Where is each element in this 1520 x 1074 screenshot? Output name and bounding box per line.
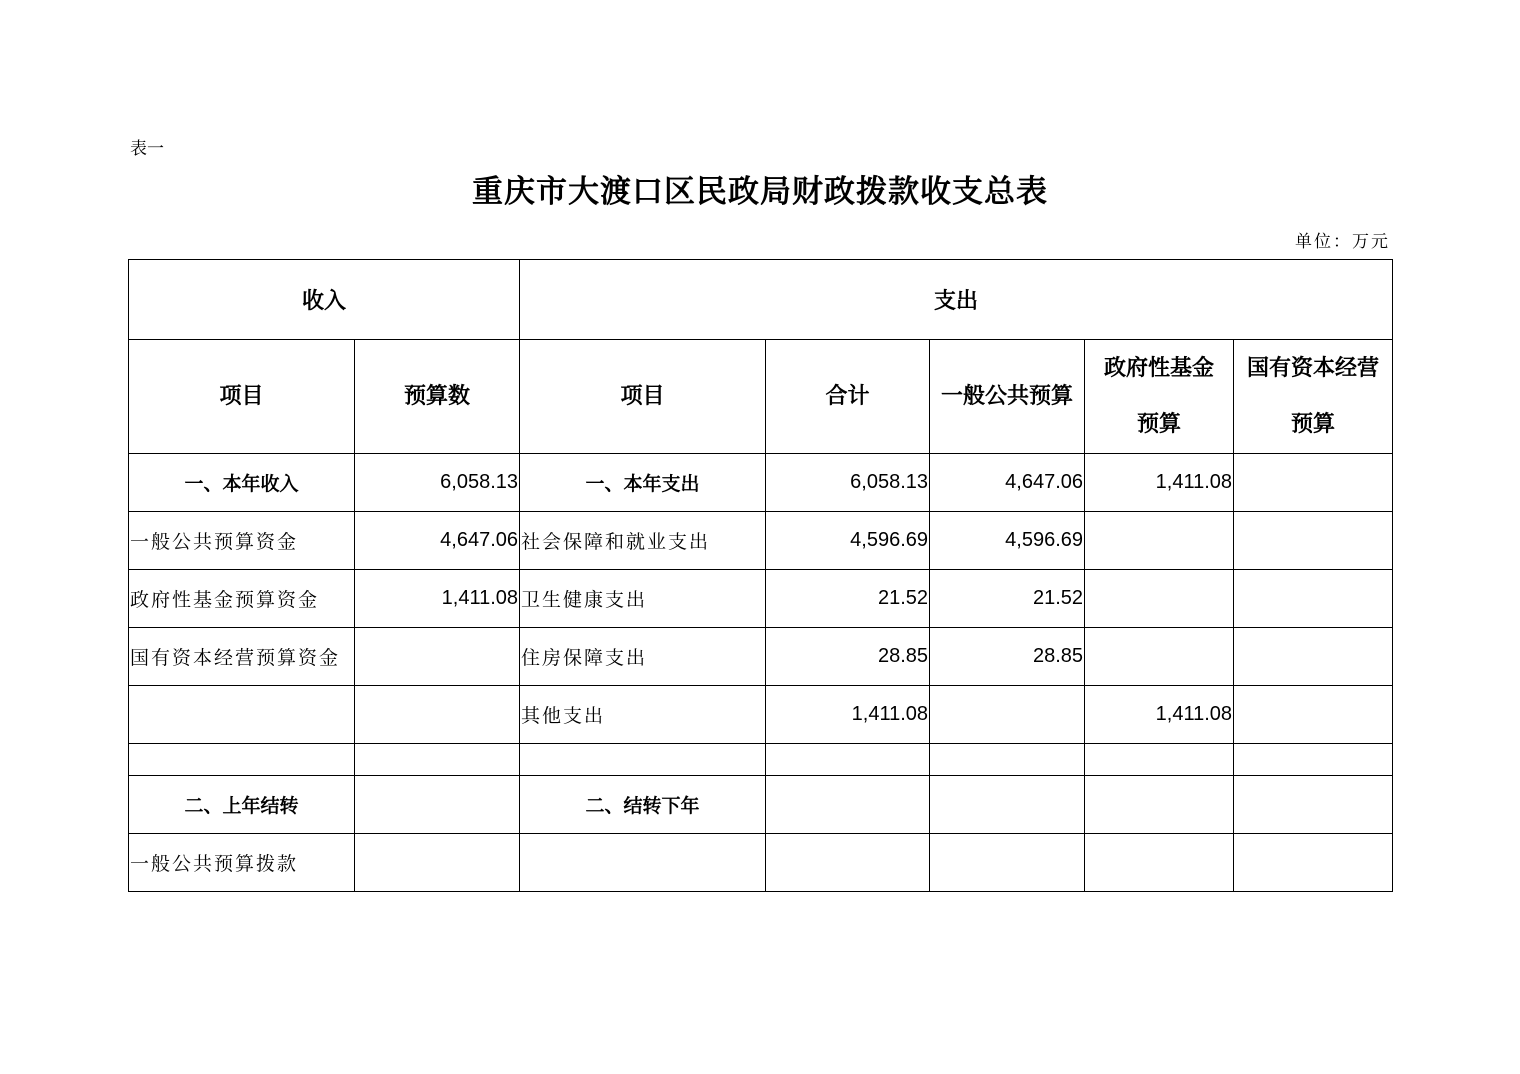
fund-cell	[1085, 628, 1234, 686]
state-capital-header-line2: 预算	[1291, 411, 1336, 437]
expense-item-cell: 社会保障和就业支出	[520, 512, 766, 570]
gov-fund-header-line2: 预算	[1137, 411, 1182, 437]
income-amount-cell	[355, 686, 520, 744]
fund-cell	[1085, 744, 1234, 776]
income-item-cell: 国有资本经营预算资金	[129, 628, 355, 686]
general-cell	[930, 834, 1085, 892]
income-item-cell	[129, 744, 355, 776]
fund-cell	[1085, 512, 1234, 570]
capital-cell	[1234, 570, 1393, 628]
income-item-header: 项目	[129, 340, 355, 454]
fund-cell	[1085, 570, 1234, 628]
capital-cell	[1234, 628, 1393, 686]
income-amount-cell	[355, 776, 520, 834]
table-row	[129, 776, 1393, 834]
general-cell: 28.85	[930, 628, 1085, 686]
expense-item-cell: 其他支出	[520, 686, 766, 744]
table-row	[129, 686, 1393, 744]
fund-cell	[1085, 834, 1234, 892]
fund-cell: 1,411.08	[1085, 454, 1234, 512]
total-cell: 1,411.08	[766, 686, 930, 744]
total-header: 合计	[766, 340, 930, 454]
total-cell: 28.85	[766, 628, 930, 686]
income-item-cell	[129, 686, 355, 744]
capital-cell	[1234, 512, 1393, 570]
general-cell: 4,647.06	[930, 454, 1085, 512]
capital-cell	[1234, 776, 1393, 834]
table-row	[129, 570, 1393, 628]
budget-table	[128, 259, 1393, 892]
income-item-cell: 一般公共预算资金	[129, 512, 355, 570]
income-amount-cell: 4,647.06	[355, 512, 520, 570]
income-item-cell: 一般公共预算拨款	[129, 834, 355, 892]
income-amount-cell: 6,058.13	[355, 454, 520, 512]
income-item-cell: 一、本年收入	[129, 454, 355, 512]
total-cell	[766, 744, 930, 776]
income-amount-cell	[355, 834, 520, 892]
general-cell: 4,596.69	[930, 512, 1085, 570]
table-row	[129, 628, 1393, 686]
header-row-columns	[129, 340, 1393, 454]
income-amount-cell	[355, 744, 520, 776]
income-item-cell: 政府性基金预算资金	[129, 570, 355, 628]
gov-fund-header-line1: 政府性基金	[1104, 355, 1215, 381]
capital-cell	[1234, 686, 1393, 744]
budget-amount-header: 预算数	[355, 340, 520, 454]
fund-cell	[1085, 776, 1234, 834]
general-cell: 21.52	[930, 570, 1085, 628]
unit-label: 单位：万元	[1295, 232, 1390, 252]
expense-item-cell: 卫生健康支出	[520, 570, 766, 628]
expense-item-cell: 住房保障支出	[520, 628, 766, 686]
capital-cell	[1234, 834, 1393, 892]
expense-item-cell	[520, 834, 766, 892]
header-row-sections	[129, 260, 1393, 340]
expense-header: 支出	[520, 260, 1393, 340]
general-public-header: 一般公共预算	[930, 340, 1085, 454]
income-header: 收入	[129, 260, 520, 340]
total-cell: 21.52	[766, 570, 930, 628]
gov-fund-header	[1085, 340, 1234, 454]
capital-cell	[1234, 744, 1393, 776]
total-cell	[766, 834, 930, 892]
income-amount-cell: 1,411.08	[355, 570, 520, 628]
table-row	[129, 512, 1393, 570]
expense-item-header: 项目	[520, 340, 766, 454]
general-cell	[930, 686, 1085, 744]
table-row	[129, 834, 1393, 892]
state-capital-header	[1234, 340, 1393, 454]
total-cell: 6,058.13	[766, 454, 930, 512]
general-cell	[930, 744, 1085, 776]
state-capital-header-line1: 国有资本经营	[1247, 355, 1380, 381]
table-row-empty	[129, 744, 1393, 776]
total-cell: 4,596.69	[766, 512, 930, 570]
expense-item-cell	[520, 744, 766, 776]
capital-cell	[1234, 454, 1393, 512]
income-item-cell: 二、上年结转	[129, 776, 355, 834]
table-row	[129, 454, 1393, 512]
general-cell	[930, 776, 1085, 834]
fund-cell: 1,411.08	[1085, 686, 1234, 744]
page-title: 重庆市大渡口区民政局财政拨款收支总表	[472, 174, 1048, 210]
income-amount-cell	[355, 628, 520, 686]
total-cell	[766, 776, 930, 834]
expense-item-cell: 二、结转下年	[520, 776, 766, 834]
expense-item-cell: 一、本年支出	[520, 454, 766, 512]
table-label: 表一	[130, 139, 164, 159]
